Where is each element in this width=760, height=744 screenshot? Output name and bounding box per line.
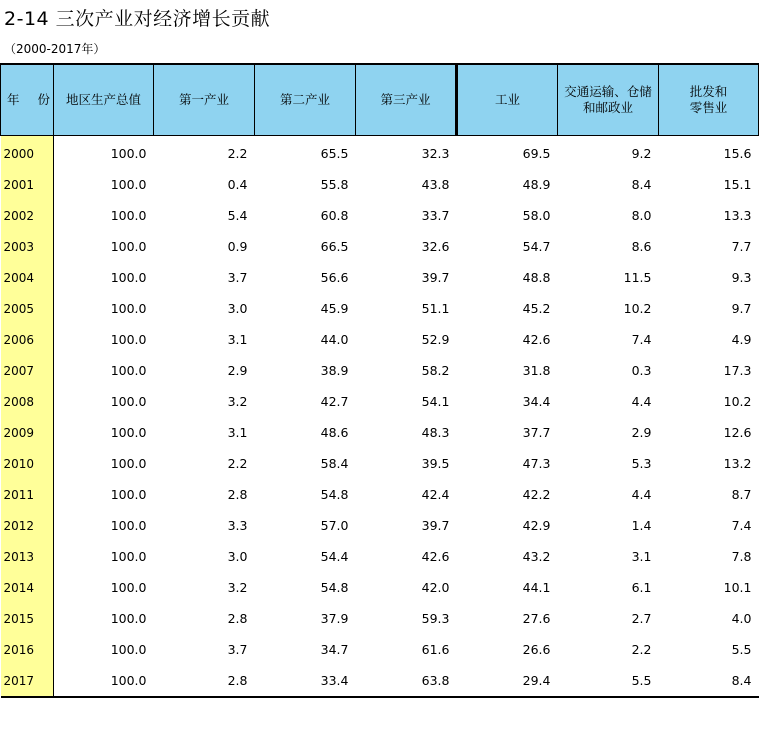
table-row — [1, 417, 759, 448]
transport-cell: 11.5 — [623, 270, 652, 285]
primary-cell: 3.7 — [227, 270, 248, 285]
tertiary-cell: 58.2 — [421, 363, 450, 378]
table-row — [1, 386, 759, 417]
gdp-cell: 100.0 — [110, 363, 147, 378]
transport-cell: 3.1 — [631, 549, 652, 564]
industry-cell: 29.4 — [522, 673, 551, 688]
primary-cell: 0.9 — [227, 239, 248, 254]
tertiary-cell: 59.3 — [421, 611, 450, 626]
gdp-cell: 100.0 — [110, 580, 147, 595]
tertiary-cell: 39.7 — [421, 270, 450, 285]
table-row — [1, 169, 759, 200]
wholesale-cell: 15.1 — [723, 177, 752, 192]
header-wholesale-line-1: 批发和 — [689, 84, 728, 99]
tertiary-cell: 51.1 — [421, 301, 450, 316]
industry-cell: 37.7 — [522, 425, 551, 440]
wholesale-cell: 7.7 — [731, 239, 752, 254]
page-title: 2-14 三次产业对经济增长贡献 — [4, 8, 271, 30]
contribution-table — [0, 63, 759, 698]
primary-cell: 3.7 — [227, 642, 248, 657]
gdp-cell: 100.0 — [110, 332, 147, 347]
wholesale-cell: 9.7 — [731, 301, 752, 316]
gdp-cell: 100.0 — [110, 394, 147, 409]
wholesale-cell: 9.3 — [731, 270, 752, 285]
header-year-part-2: 份 — [37, 92, 51, 107]
tertiary-cell: 48.3 — [421, 425, 450, 440]
secondary-cell: 58.4 — [320, 456, 349, 471]
page-subtitle: （2000-2017年） — [4, 42, 106, 56]
tertiary-cell: 33.7 — [421, 208, 450, 223]
table-row — [1, 448, 759, 479]
wholesale-cell: 7.4 — [731, 518, 752, 533]
year-cell: 2016 — [1, 634, 54, 665]
tertiary-cell: 54.1 — [421, 394, 450, 409]
table-row — [1, 572, 759, 603]
table-row — [1, 231, 759, 262]
year-cell: 2004 — [1, 262, 54, 293]
primary-cell: 2.2 — [227, 456, 248, 471]
primary-cell: 2.8 — [227, 611, 248, 626]
tertiary-cell: 32.3 — [421, 146, 450, 161]
transport-cell: 8.0 — [631, 208, 652, 223]
wholesale-cell: 7.8 — [731, 549, 752, 564]
tertiary-cell: 63.8 — [421, 673, 450, 688]
wholesale-cell: 10.1 — [723, 580, 752, 595]
secondary-cell: 54.4 — [320, 549, 349, 564]
year-cell: 2009 — [1, 417, 54, 448]
transport-cell: 8.4 — [631, 177, 652, 192]
header-primary: 第一产业 — [154, 64, 255, 136]
secondary-cell: 66.5 — [320, 239, 349, 254]
table-row — [1, 541, 759, 572]
gdp-cell: 100.0 — [110, 270, 147, 285]
header-transport — [558, 64, 659, 136]
wholesale-cell: 13.3 — [723, 208, 752, 223]
transport-cell: 0.3 — [631, 363, 652, 378]
transport-cell: 2.7 — [631, 611, 652, 626]
table-row — [1, 510, 759, 541]
wholesale-cell: 8.7 — [731, 487, 752, 502]
primary-cell: 2.9 — [227, 363, 248, 378]
wholesale-cell: 13.2 — [723, 456, 752, 471]
wholesale-cell: 12.6 — [723, 425, 752, 440]
industry-cell: 54.7 — [522, 239, 551, 254]
primary-cell: 3.0 — [227, 301, 248, 316]
industry-cell: 31.8 — [522, 363, 551, 378]
table-row — [1, 479, 759, 510]
header-transport-line-1: 交通运输、仓储 — [564, 84, 652, 99]
primary-cell: 2.8 — [227, 487, 248, 502]
transport-cell: 4.4 — [631, 394, 652, 409]
gdp-cell: 100.0 — [110, 239, 147, 254]
gdp-cell: 100.0 — [110, 518, 147, 533]
transport-cell: 5.5 — [631, 673, 652, 688]
header-year — [1, 64, 54, 136]
gdp-cell: 100.0 — [110, 208, 147, 223]
wholesale-cell: 15.6 — [723, 146, 752, 161]
industry-cell: 43.2 — [522, 549, 551, 564]
industry-cell: 45.2 — [522, 301, 551, 316]
gdp-cell: 100.0 — [110, 456, 147, 471]
secondary-cell: 48.6 — [320, 425, 349, 440]
transport-cell: 10.2 — [623, 301, 652, 316]
gdp-cell: 100.0 — [110, 487, 147, 502]
industry-cell: 42.2 — [522, 487, 551, 502]
secondary-cell: 55.8 — [320, 177, 349, 192]
year-cell: 2001 — [1, 169, 54, 200]
secondary-cell: 34.7 — [320, 642, 349, 657]
year-cell: 2017 — [1, 665, 54, 697]
table-row — [1, 200, 759, 231]
primary-cell: 5.4 — [227, 208, 248, 223]
industry-cell: 47.3 — [522, 456, 551, 471]
year-cell: 2005 — [1, 293, 54, 324]
year-cell: 2014 — [1, 572, 54, 603]
industry-cell: 58.0 — [522, 208, 551, 223]
table-row — [1, 262, 759, 293]
year-cell: 2013 — [1, 541, 54, 572]
transport-cell: 5.3 — [631, 456, 652, 471]
gdp-cell: 100.0 — [110, 549, 147, 564]
table-row — [1, 355, 759, 386]
industry-cell: 48.8 — [522, 270, 551, 285]
transport-cell: 4.4 — [631, 487, 652, 502]
gdp-cell: 100.0 — [110, 177, 147, 192]
primary-cell: 3.3 — [227, 518, 248, 533]
table-row — [1, 634, 759, 665]
secondary-cell: 65.5 — [320, 146, 349, 161]
wholesale-cell: 17.3 — [723, 363, 752, 378]
wholesale-cell: 10.2 — [723, 394, 752, 409]
secondary-cell: 38.9 — [320, 363, 349, 378]
table-row — [1, 603, 759, 634]
primary-cell: 3.2 — [227, 394, 248, 409]
secondary-cell: 54.8 — [320, 487, 349, 502]
transport-cell: 9.2 — [631, 146, 652, 161]
header-tertiary: 第三产业 — [356, 64, 457, 136]
wholesale-cell: 5.5 — [731, 642, 752, 657]
table-row — [1, 665, 759, 697]
secondary-cell: 57.0 — [320, 518, 349, 533]
tertiary-cell: 43.8 — [421, 177, 450, 192]
transport-cell: 8.6 — [631, 239, 652, 254]
secondary-cell: 44.0 — [320, 332, 349, 347]
secondary-cell: 42.7 — [320, 394, 349, 409]
header-gdp: 地区生产总值 — [54, 64, 154, 136]
tertiary-cell: 52.9 — [421, 332, 450, 347]
primary-cell: 3.1 — [227, 425, 248, 440]
secondary-cell: 60.8 — [320, 208, 349, 223]
primary-cell: 0.4 — [227, 177, 248, 192]
tertiary-cell: 39.7 — [421, 518, 450, 533]
table-row — [1, 293, 759, 324]
table-header-row — [1, 64, 759, 136]
year-cell: 2012 — [1, 510, 54, 541]
wholesale-cell: 4.0 — [731, 611, 752, 626]
year-cell: 2007 — [1, 355, 54, 386]
industry-cell: 26.6 — [522, 642, 551, 657]
transport-cell: 7.4 — [631, 332, 652, 347]
secondary-cell: 33.4 — [320, 673, 349, 688]
gdp-cell: 100.0 — [110, 425, 147, 440]
year-cell: 2008 — [1, 386, 54, 417]
gdp-cell: 100.0 — [110, 301, 147, 316]
year-cell: 2003 — [1, 231, 54, 262]
tertiary-cell: 32.6 — [421, 239, 450, 254]
table-row — [1, 136, 759, 170]
transport-cell: 1.4 — [631, 518, 652, 533]
gdp-cell: 100.0 — [110, 673, 147, 688]
year-cell: 2002 — [1, 200, 54, 231]
transport-cell: 6.1 — [631, 580, 652, 595]
header-wholesale — [659, 64, 759, 136]
primary-cell: 3.0 — [227, 549, 248, 564]
primary-cell: 3.2 — [227, 580, 248, 595]
transport-cell: 2.2 — [631, 642, 652, 657]
gdp-cell: 100.0 — [110, 146, 147, 161]
year-cell: 2015 — [1, 603, 54, 634]
industry-cell: 42.6 — [522, 332, 551, 347]
header-wholesale-line-2: 零售业 — [689, 100, 728, 115]
table-body — [1, 136, 759, 698]
secondary-cell: 54.8 — [320, 580, 349, 595]
header-transport-line-2: 和邮政业 — [582, 100, 633, 115]
year-cell: 2010 — [1, 448, 54, 479]
wholesale-cell: 4.9 — [731, 332, 752, 347]
gdp-cell: 100.0 — [110, 642, 147, 657]
secondary-cell: 37.9 — [320, 611, 349, 626]
header-secondary: 第二产业 — [255, 64, 356, 136]
gdp-cell: 100.0 — [110, 611, 147, 626]
secondary-cell: 56.6 — [320, 270, 349, 285]
primary-cell: 2.8 — [227, 673, 248, 688]
tertiary-cell: 39.5 — [421, 456, 450, 471]
primary-cell: 3.1 — [227, 332, 248, 347]
tertiary-cell: 42.6 — [421, 549, 450, 564]
year-cell: 2000 — [1, 136, 54, 170]
wholesale-cell: 8.4 — [731, 673, 752, 688]
industry-cell: 27.6 — [522, 611, 551, 626]
industry-cell: 42.9 — [522, 518, 551, 533]
year-cell: 2006 — [1, 324, 54, 355]
table-row — [1, 324, 759, 355]
industry-cell: 48.9 — [522, 177, 551, 192]
header-year-part-1: 年 — [7, 92, 20, 107]
primary-cell: 2.2 — [227, 146, 248, 161]
industry-cell: 69.5 — [522, 146, 551, 161]
transport-cell: 2.9 — [631, 425, 652, 440]
secondary-cell: 45.9 — [320, 301, 349, 316]
tertiary-cell: 42.4 — [421, 487, 450, 502]
header-industry: 工业 — [457, 64, 558, 136]
industry-cell: 34.4 — [522, 394, 551, 409]
industry-cell: 44.1 — [522, 580, 551, 595]
year-cell: 2011 — [1, 479, 54, 510]
tertiary-cell: 61.6 — [421, 642, 450, 657]
tertiary-cell: 42.0 — [421, 580, 450, 595]
